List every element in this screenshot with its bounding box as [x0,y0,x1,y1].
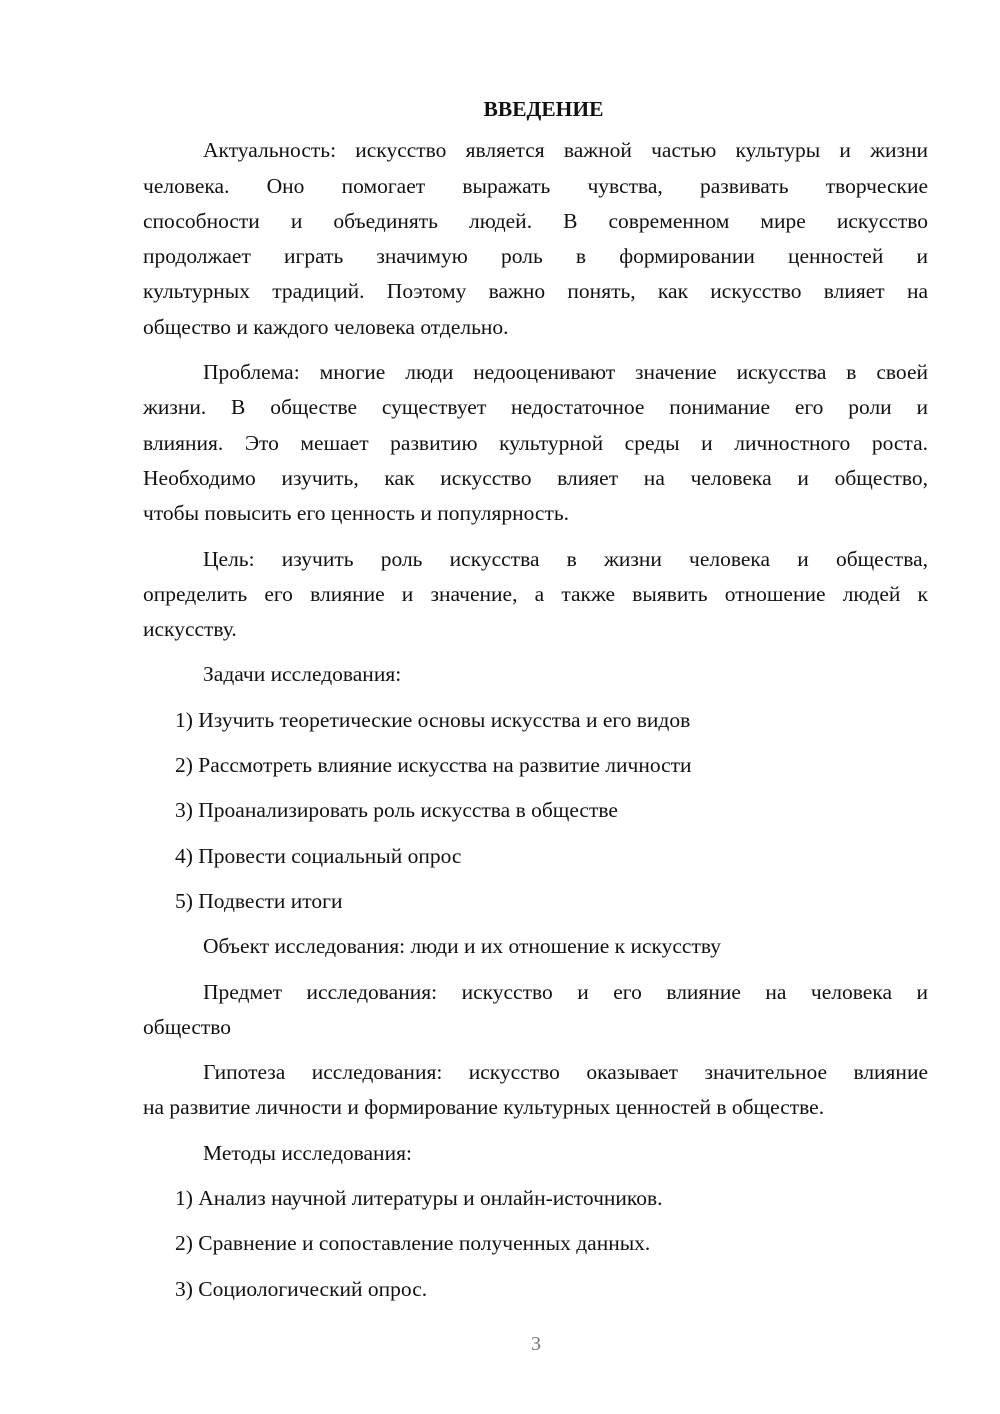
page-title: ВВЕДЕНИЕ [483,97,604,121]
paragraph [143,133,928,345]
document-page [143,92,928,1317]
text-line: продолжает играть значимую роль в формировании ценностей и [143,244,928,269]
paragraph [143,542,928,648]
text-line: определить его влияние и значение, а также выявить отношение людей к [143,581,928,606]
list-item: 2) Сравнение и сопоставление полученных данных. [175,1231,651,1256]
document-body [143,133,928,1307]
text-line: Методы исследования: [203,1140,412,1165]
list-item: 1) Анализ научной литературы и онлайн-источников. [175,1186,663,1211]
paragraph [143,975,928,1046]
text-line: культурных традиций. Поэтому важно понять, как искусство влияет на [143,279,928,304]
list-item: 3) Социологический опрос. [175,1276,428,1301]
list-item: 3) Проанализировать роль искусства в обществе [175,798,618,823]
text-line: Актуальность: искусство является важной частью культуры и жизни [203,138,928,163]
text-line: Задачи исследования: [203,662,402,687]
text-line: Объект исследования: люди и их отношение к искусству [203,934,722,959]
text-line: Гипотеза исследования: искусство оказывает значительное влияние [203,1060,928,1085]
text-line: общество и каждого человека отдельно. [143,314,509,339]
text-line: способности и объединять людей. В современном мире искусство [143,208,928,233]
text-line: Проблема: многие люди недооценивают значение искусства в своей [203,360,928,385]
list-item: 1) Изучить теоретические основы искусства и его видов [175,707,691,732]
text-line: на развитие личности и формирование культурных ценностей в обществе. [143,1095,825,1120]
paragraph [143,929,928,964]
text-line: Предмет исследования: искусство и его влияние на человека и [203,979,928,1004]
paragraph [143,1136,928,1171]
text-line: Необходимо изучить, как искусство влияет на человека и общество, [143,465,928,490]
list-item: 4) Провести социальный опрос [175,843,462,868]
list-item: 5) Подвести итоги [175,888,343,913]
text-line: Цель: изучить роль искусства в жизни человека и общества, [203,546,928,571]
list-item: 2) Рассмотреть влияние искусства на развитие личности [175,753,692,778]
text-line: влияния. Это мешает развитию культурной среды и личностного роста. [143,430,928,455]
text-line: искусству. [143,617,237,642]
text-line: чтобы повысить его ценность и популярность. [143,501,570,526]
text-line: жизни. В обществе существует недостаточное понимание его роли и [143,395,928,420]
text-line: общество [143,1014,232,1039]
text-line: человека. Оно помогает выражать чувства, развивать творческие [143,173,928,198]
paragraph [143,1055,928,1126]
page-number: 3 [531,1333,541,1355]
paragraph [143,657,928,692]
paragraph [143,355,928,531]
